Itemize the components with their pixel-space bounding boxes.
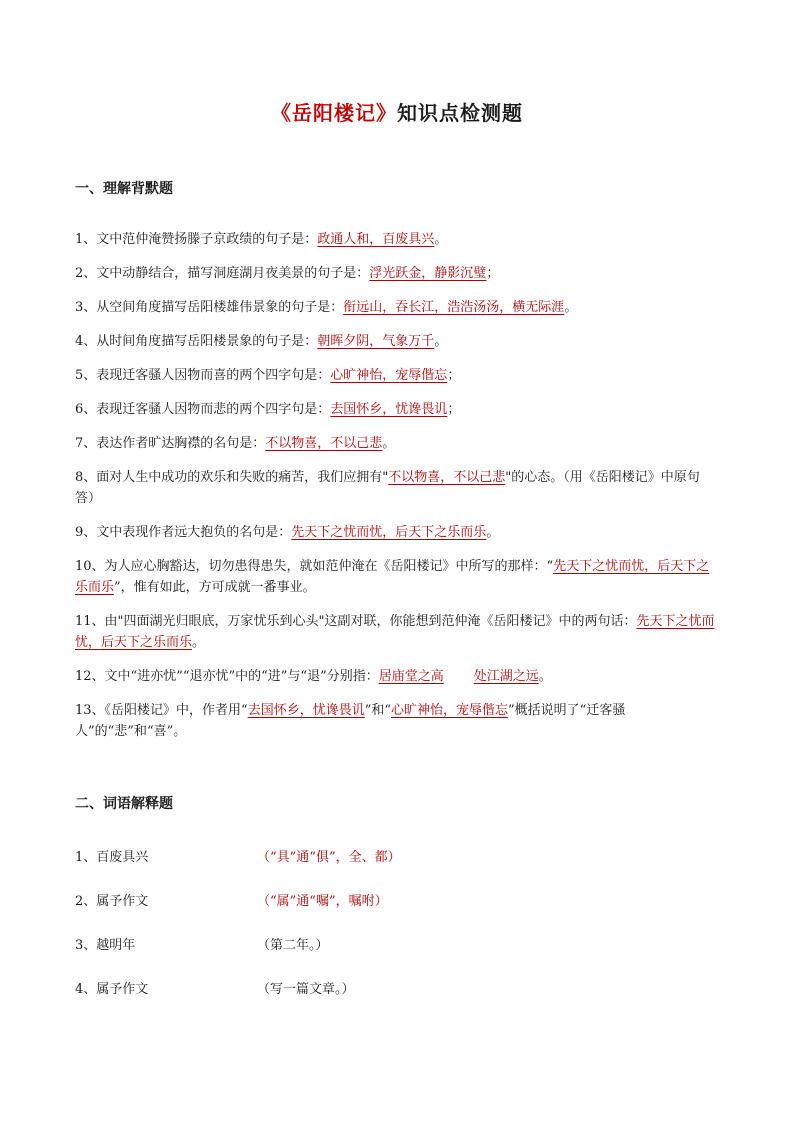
answer-text: 朝晖夕阴，气象万千 [317, 334, 435, 349]
section-heading-vocabulary: 二、词语解释题 [75, 796, 173, 812]
vocab-term: 3、越明年 [75, 938, 136, 953]
question-number: 5、 [75, 368, 97, 383]
question-text: 表达作者旷达胸襟的名句是： [96, 436, 266, 451]
vocab-term: 4、属予作文 [75, 982, 149, 997]
question-text: 文中“进亦忧”“退亦忧”中的“进”与“退”分别指： [104, 669, 379, 684]
answer-text: 心旷神怡，宠辱偕忘 [330, 368, 448, 383]
question-number: 6、 [75, 402, 97, 417]
question-number: 1、 [75, 232, 97, 247]
question-text: 文中动静结合，描写洞庭湖月夜美景的句子是： [96, 266, 370, 281]
question-number: 9、 [75, 525, 97, 540]
vocab-explanation: （“属”通“嘱”，嘱咐） [257, 894, 388, 909]
question-tail: ； [447, 368, 461, 383]
question-6 [75, 399, 715, 420]
answer-text-1: 去国怀乡，忧谗畏讥 [247, 703, 365, 718]
answer-text: 浮光跃金，静影沉璧 [369, 266, 487, 281]
question-number: 4、 [75, 334, 97, 349]
question-10 [75, 556, 715, 598]
question-text: 从时间角度描写岳阳楼景象的句子是： [96, 334, 318, 349]
question-11 [75, 611, 715, 653]
answer-text: 先天下之忧而忧，后天下之乐而乐 [75, 614, 715, 650]
question-2 [75, 263, 715, 284]
question-4 [75, 331, 715, 352]
vocab-explanation: （第二年。） [257, 938, 329, 953]
answer-text: 衔远山，吞长江，浩浩汤汤，横无际涯 [343, 300, 565, 315]
question-number: 8、 [75, 470, 97, 485]
question-text: 《岳阳楼记》中，作者用“ [104, 703, 248, 718]
section-heading-recitation: 一、理解背默题 [75, 181, 173, 197]
question-number: 7、 [75, 436, 97, 451]
question-tail: 。 [564, 300, 578, 315]
question-text: 文中表现作者远大抱负的名句是： [96, 525, 292, 540]
answer-text: 不以物喜，不以己悲 [388, 470, 506, 485]
vocab-explanation: （“具”通“俱”，全、都） [257, 850, 401, 865]
question-9 [75, 522, 715, 543]
question-mid: ”和“ [364, 703, 392, 718]
question-tail: 。 [486, 525, 500, 540]
vocab-explanation: （写一篇文章。） [257, 982, 355, 997]
question-tail: ； [486, 266, 500, 281]
question-tail: 。 [382, 436, 396, 451]
question-text: 文中范仲淹赞扬滕子京政绩的句子是： [96, 232, 318, 247]
answer-text: 先天下之忧而忧，后天下之乐而乐 [291, 525, 487, 540]
question-number: 11、 [75, 614, 105, 629]
question-text: 由"四面湖光归眼底，万家忧乐到心头"这副对联，你能想到范仲淹《岳阳楼记》中的两句话： [104, 614, 637, 629]
question-text: 为人应心胸豁达，切勿患得患失，就如范仲淹在《岳阳楼记》中所写的那样：“ [104, 559, 554, 574]
question-tail: 。 [434, 334, 448, 349]
question-3 [75, 297, 715, 318]
page-title [0, 97, 794, 126]
vocab-item-2 [75, 890, 715, 910]
answer-text-1: 居庙堂之高 [378, 669, 444, 684]
question-number: 13、 [75, 703, 105, 718]
question-tail: ； [447, 402, 461, 417]
question-number: 12、 [75, 669, 105, 684]
question-text: 面对人生中成功的欢乐和失败的痛苦，我们应拥有" [96, 470, 389, 485]
question-tail: ”概括说明了“迁客骚人”的“悲”和“喜”。 [75, 703, 626, 739]
question-tail: 。 [434, 232, 448, 247]
question-tail: "的心态。（用《岳阳楼记》中原句答） [75, 470, 700, 506]
vocab-item-3 [75, 934, 715, 954]
question-tail: 。 [192, 635, 206, 650]
title-book-name: 《岳阳楼记》 [271, 101, 397, 125]
question-number: 10、 [75, 559, 105, 574]
question-7 [75, 433, 715, 454]
question-12 [75, 666, 715, 687]
vocab-item-4 [75, 978, 715, 998]
answer-text: 不以物喜，不以己悲 [265, 436, 383, 451]
answer-text-2: 处江湖之远 [473, 669, 539, 684]
answer-text: 政通人和，百废具兴 [317, 232, 435, 247]
vocab-term: 2、属予作文 [75, 894, 149, 909]
answer-text: 先天下之忧而忧，后天下之乐而乐 [75, 559, 710, 595]
question-text: 表现迁客骚人因物而喜的两个四字句是： [96, 368, 331, 383]
question-13 [75, 700, 715, 742]
vocab-term: 1、百废具兴 [75, 850, 149, 865]
answer-text: 去国怀乡，忧谗畏讥 [330, 402, 448, 417]
question-1 [75, 229, 715, 250]
question-5 [75, 365, 715, 386]
question-tail: ”，惟有如此，方可成就一番事业。 [114, 580, 316, 595]
question-number: 2、 [75, 266, 97, 281]
vocab-item-1 [75, 846, 715, 866]
question-number: 3、 [75, 300, 97, 315]
question-tail: 。 [538, 669, 552, 684]
title-rest: 知识点检测题 [397, 101, 523, 125]
question-text: 表现迁客骚人因物而悲的两个四字句是： [96, 402, 331, 417]
question-text: 从空间角度描写岳阳楼雄伟景象的句子是： [96, 300, 344, 315]
question-8 [75, 467, 715, 509]
answer-text-2: 心旷神怡，宠辱偕忘 [391, 703, 509, 718]
